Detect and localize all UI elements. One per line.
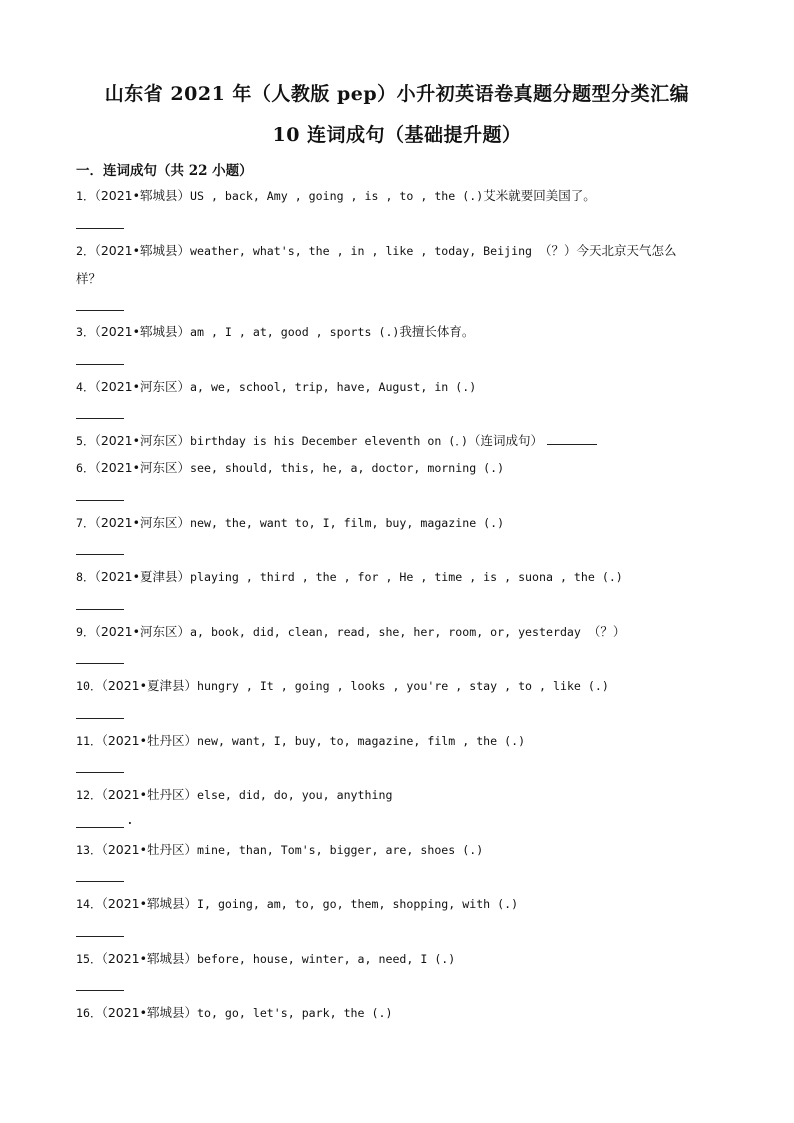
answer-blank-10[interactable] <box>76 718 124 719</box>
question-16: 16．（2021•郓城县）to, go, let's, park, the (.) <box>76 1005 393 1020</box>
question-2-wrap: 样？ <box>76 271 102 286</box>
answer-blank-8[interactable] <box>76 609 124 610</box>
answer-blank-1[interactable] <box>76 228 124 229</box>
answer-blank-5[interactable] <box>547 443 597 445</box>
answer-blank-14[interactable] <box>76 936 124 937</box>
question-13: 13．（2021•牡丹区）mine, than, Tom's, bigger, are, shoes (.) <box>76 842 484 857</box>
question-1: 1．（2021•郓城县）US , back, Amy , going , is , to , the (.)艾米就要回美国了。 <box>76 188 596 203</box>
question-15: 15．（2021•郓城县）before, house, winter, a, need, I (.) <box>76 951 456 966</box>
question-5: 5．（2021•河东区）birthday is his December eleventh on (．)（连词成句） <box>76 428 724 454</box>
question-12: 12．（2021•牡丹区）else, did, do, you, anything <box>76 787 393 802</box>
answer-blank-11[interactable] <box>76 772 124 773</box>
question-7: 7．（2021•河东区）new, the, want to, I, film, buy, magazine (.) <box>76 515 505 530</box>
answer-blank-7[interactable] <box>76 554 124 555</box>
answer-blank-3[interactable] <box>76 364 124 365</box>
answer-blank-9[interactable] <box>76 663 124 664</box>
answer-blank-2[interactable] <box>76 310 124 311</box>
question-3: 3．（2021•郓城县）am , I , at, good , sports (.)我擅长体育。 <box>76 324 475 339</box>
question-6: 6．（2021•河东区）see, should, this, he, a, doctor, morning (.) <box>76 460 505 475</box>
question-11: 11．（2021•牡丹区）new, want, I, buy, to, magazine, film , the (.) <box>76 733 526 748</box>
question-10: 10．（2021•夏津县）hungry , It , going , looks , you're , stay , to , like (.) <box>76 678 609 693</box>
answer-period-12: . <box>126 813 134 828</box>
document-title: 山东省 2021 年（人教版 pep）小升初英语卷真题分题型分类汇编 <box>104 83 690 105</box>
question-2: 2．（2021•郓城县）weather, what's, the , in , like , today, Beijing （？）今天北京天气怎么 <box>76 243 677 258</box>
section-heading: 一．连词成句（共 22 小题） <box>76 163 253 179</box>
question-8: 8．（2021•夏津县）playing , third , the , for , He , time , is , suona , the (.) <box>76 569 623 584</box>
document-subtitle: 10 连词成句（基础提升题） <box>272 124 522 146</box>
answer-blank-13[interactable] <box>76 881 124 882</box>
answer-blank-6[interactable] <box>76 500 124 501</box>
question-14: 14．（2021•郓城县）I, going, am, to, go, them, shopping, with (.) <box>76 896 519 911</box>
answer-blank-15[interactable] <box>76 990 124 991</box>
question-4: 4．（2021•河东区）a, we, school, trip, have, August, in (.) <box>76 379 477 394</box>
answer-blank-4[interactable] <box>76 418 124 419</box>
question-9: 9．（2021•河东区）a, book, did, clean, read, she, her, room, or, yesterday （？） <box>76 624 626 639</box>
answer-blank-12[interactable] <box>76 827 124 828</box>
